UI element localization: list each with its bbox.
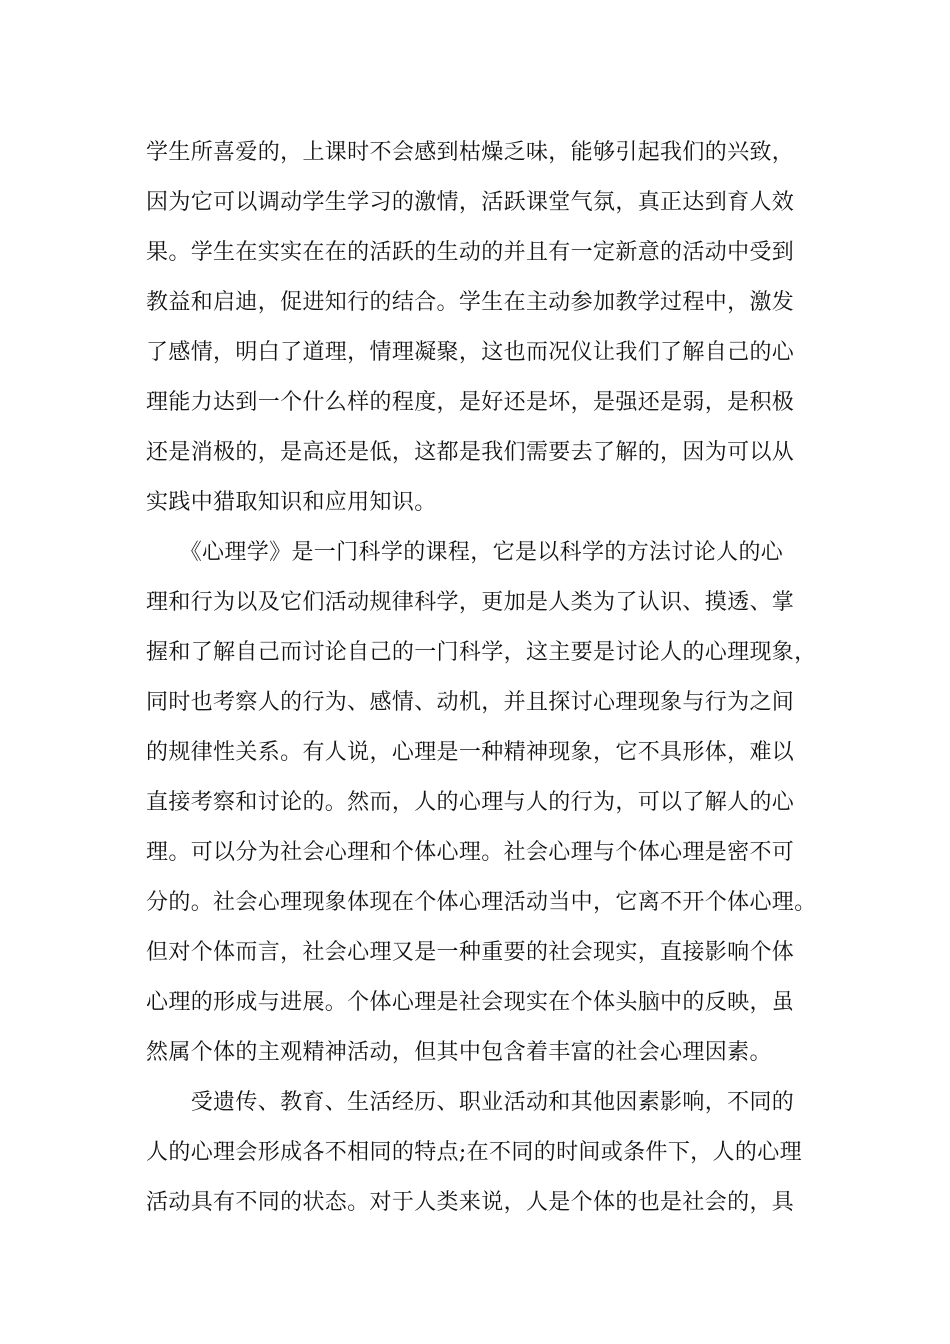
text-line: 教益和启迪，促进知行的结合。学生在主动参加教学过程中，激发 [146, 290, 795, 315]
text-line: 果。学生在实实在在的活跃的生动的并且有一定新意的活动中受到 [146, 240, 795, 265]
text-line: 同时也考察人的行为、感情、动机，并且探讨心理现象与行为之间 [146, 690, 795, 715]
text-line: 受遗传、教育、生活经历、职业活动和其他因素影响，不同的 [146, 1090, 795, 1115]
text-line: 直接考察和讨论的。然而，人的心理与人的行为，可以了解人的心 [146, 790, 795, 815]
text-line: 了感情，明白了道理，情理凝聚，这也而况仪让我们了解自己的心 [146, 340, 795, 365]
text-line: 心理的形成与进展。个体心理是社会现实在个体头脑中的反映，虽 [146, 990, 795, 1015]
text-line: 学生所喜爱的，上课时不会感到枯燥乏味，能够引起我们的兴致， [146, 140, 795, 165]
text-line: 还是消极的，是高还是低，这都是我们需要去了解的，因为可以从 [146, 440, 795, 465]
text-line: 握和了解自己而讨论自己的一门科学，这主要是讨论人的心理现象， [146, 640, 817, 665]
text-line: 因为它可以调动学生学习的激情，活跃课堂气氛，真正达到育人效 [146, 190, 795, 215]
text-line: 的规律性关系。有人说，心理是一种精神现象，它不具形体，难以 [146, 740, 795, 765]
text-line: 理。可以分为社会心理和个体心理。社会心理与个体心理是密不可 [146, 840, 795, 865]
text-line: 人的心理会形成各不相同的特点;在不同的时间或条件下，人的心理 [146, 1140, 802, 1165]
text-line: 《心理学》是一门科学的课程，它是以科学的方法讨论人的心 [146, 540, 784, 565]
body-text [146, 128, 816, 1228]
text-line: 理能力达到一个什么样的程度，是好还是坏，是强还是弱，是积极 [146, 390, 795, 415]
text-line: 实践中猎取知识和应用知识。 [146, 490, 437, 515]
text-line: 分的。社会心理现象体现在个体心理活动当中，它离不开个体心理。 [146, 890, 817, 915]
text-line: 但对个体而言，社会心理又是一种重要的社会现实，直接影响个体 [146, 940, 795, 965]
text-line: 理和行为以及它们活动规律科学，更加是人类为了认识、摸透、掌 [146, 590, 795, 615]
text-line: 然属个体的主观精神活动，但其中包含着丰富的社会心理因素。 [146, 1040, 772, 1065]
text-line: 活动具有不同的状态。对于人类来说，人是个体的也是社会的，具 [146, 1190, 795, 1215]
